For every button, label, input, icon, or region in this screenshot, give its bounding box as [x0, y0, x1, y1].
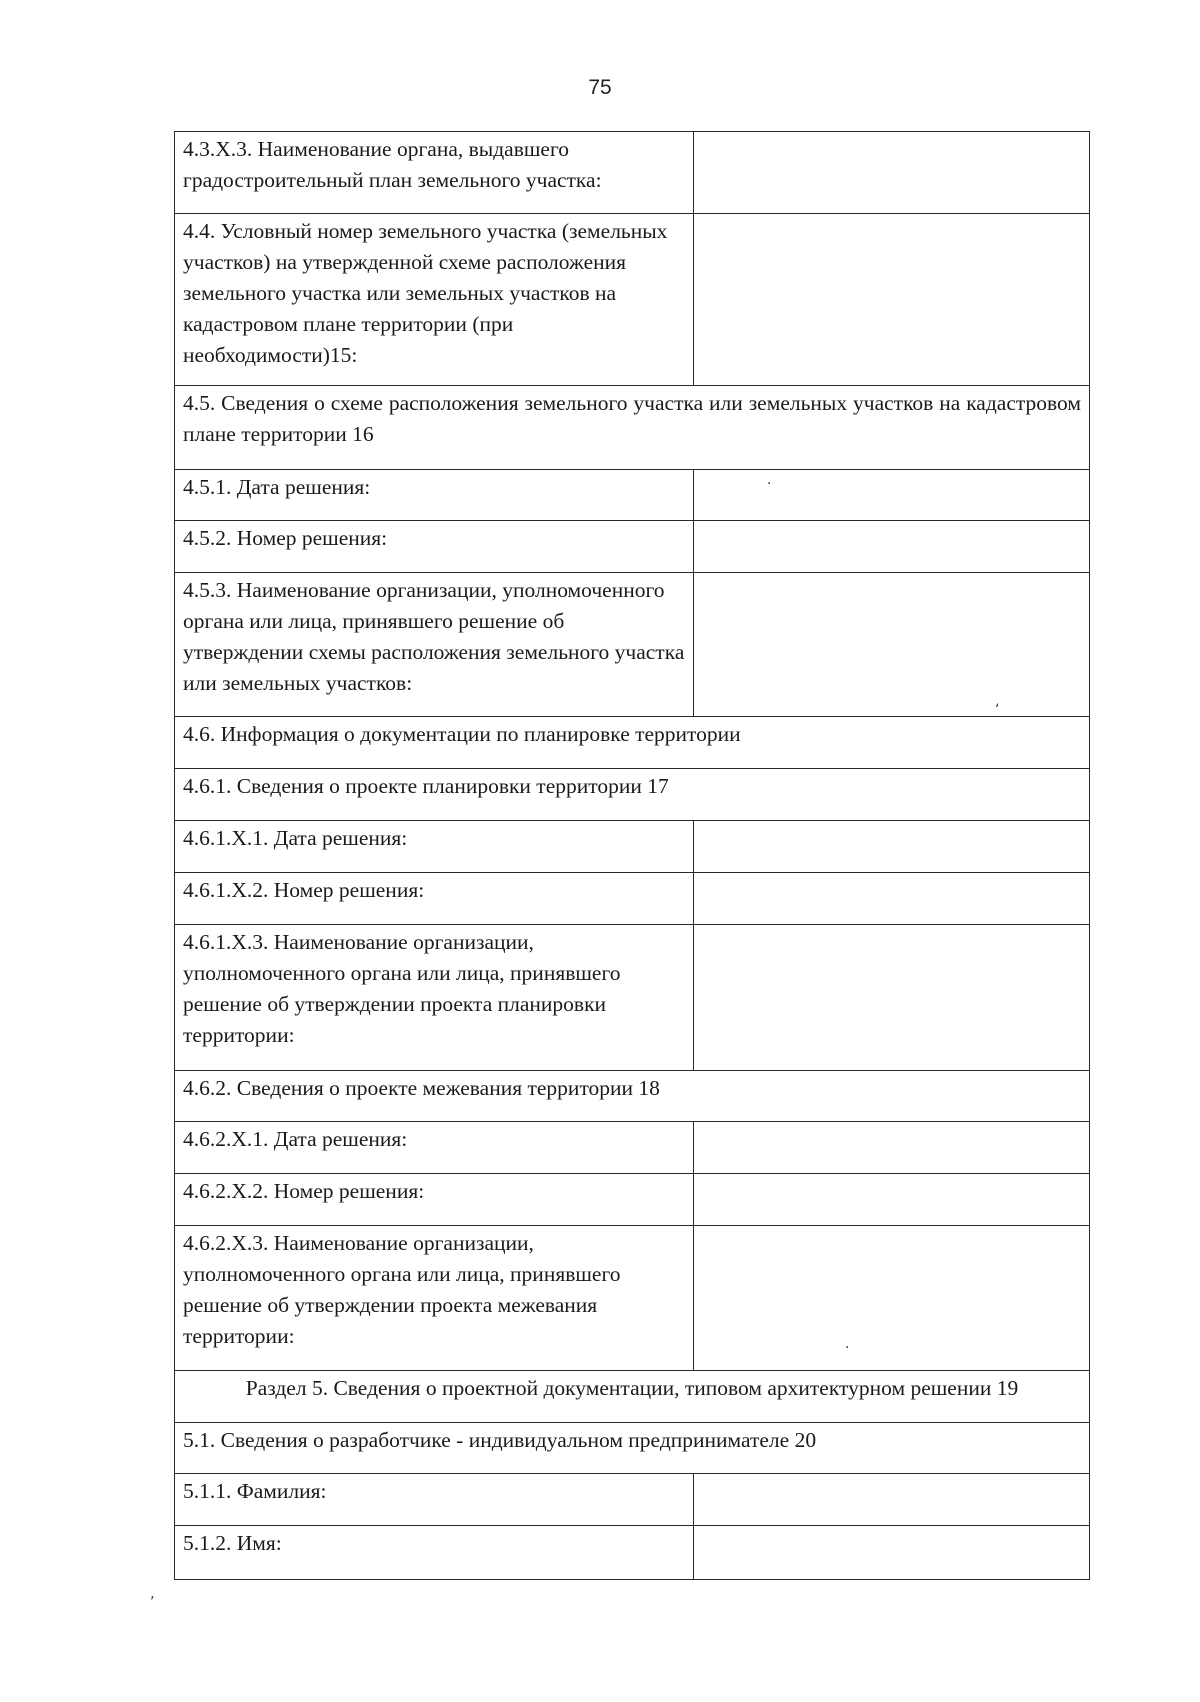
- table-row: [175, 521, 1090, 573]
- page-number: 75: [588, 76, 612, 99]
- table-row: [175, 769, 1090, 821]
- table-row: [175, 573, 1090, 717]
- field-value-4-6-2-x-3[interactable]: [694, 1226, 1090, 1371]
- field-value-4-6-2-x-2[interactable]: [694, 1174, 1090, 1226]
- scan-speck: ·: [767, 476, 772, 492]
- field-value-4-6-1-x-3[interactable]: [694, 925, 1090, 1071]
- field-value-4-5-2[interactable]: [694, 521, 1090, 573]
- field-label-4-5-3: 4.5.3. Наименование организации, уполномоченного органа или лица, принявшего решение об утверждении схемы расположения земельного участка или земельных участков:: [175, 573, 694, 717]
- table-row: [175, 1423, 1090, 1474]
- field-value-4-5-3[interactable]: [694, 573, 1090, 717]
- table-row: [175, 1371, 1090, 1423]
- field-label-4-6-1-x-2: 4.6.1.Х.2. Номер решения:: [175, 873, 694, 925]
- field-label-4-6-1-x-3: 4.6.1.Х.3. Наименование организации, уполномоченного органа или лица, принявшего решение об утверждении проекта планировки территории:: [175, 925, 694, 1071]
- table-row: [175, 132, 1090, 214]
- section-header-4-6-1: 4.6.1. Сведения о проекте планировки территории 17: [175, 769, 1090, 821]
- table-row: [175, 1526, 1090, 1580]
- field-label-5-1-1: 5.1.1. Фамилия:: [175, 1474, 694, 1526]
- table-row: [175, 873, 1090, 925]
- scan-speck: ‘: [995, 702, 1000, 718]
- field-label-4-5-2: 4.5.2. Номер решения:: [175, 521, 694, 573]
- field-value-4-3-x-3[interactable]: [694, 132, 1090, 214]
- field-value-4-4[interactable]: [694, 214, 1090, 386]
- table-row: [175, 1122, 1090, 1174]
- section-header-4-6: 4.6. Информация о документации по планировке территории: [175, 717, 1090, 769]
- field-value-4-6-1-x-2[interactable]: [694, 873, 1090, 925]
- field-label-4-6-1-x-1: 4.6.1.Х.1. Дата решения:: [175, 821, 694, 873]
- table-row: [175, 1071, 1090, 1122]
- field-label-4-6-2-x-1: 4.6.2.Х.1. Дата решения:: [175, 1122, 694, 1174]
- form-table: [174, 131, 1090, 1580]
- table-row: [175, 717, 1090, 769]
- field-label-4-3-x-3: 4.3.Х.3. Наименование органа, выдавшего градостроительный план земельного участка:: [175, 132, 694, 214]
- table-row: [175, 1174, 1090, 1226]
- field-label-5-1-2: 5.1.2. Имя:: [175, 1526, 694, 1580]
- section-header-5: Раздел 5. Сведения о проектной документации, типовом архитектурном решении 19: [175, 1371, 1090, 1423]
- section-header-5-1: 5.1. Сведения о разработчике - индивидуальном предпринимателе 20: [175, 1423, 1090, 1474]
- table-row: [175, 821, 1090, 873]
- scan-speck: ‚: [150, 1586, 155, 1602]
- field-value-5-1-2[interactable]: [694, 1526, 1090, 1580]
- table-row: [175, 1226, 1090, 1371]
- table-row: [175, 1474, 1090, 1526]
- section-header-4-6-2: 4.6.2. Сведения о проекте межевания территории 18: [175, 1071, 1090, 1122]
- field-label-4-6-2-x-2: 4.6.2.Х.2. Номер решения:: [175, 1174, 694, 1226]
- section-header-4-5: 4.5. Сведения о схеме расположения земельного участка или земельных участков на кадастровом плане территории 16: [175, 386, 1090, 470]
- table-row: [175, 214, 1090, 386]
- field-value-5-1-1[interactable]: [694, 1474, 1090, 1526]
- field-value-4-6-1-x-1[interactable]: [694, 821, 1090, 873]
- table-row: [175, 470, 1090, 521]
- field-label-4-6-2-x-3: 4.6.2.Х.3. Наименование организации, уполномоченного органа или лица, принявшего решение об утверждении проекта межевания территории:: [175, 1226, 694, 1371]
- scan-speck: ·: [845, 1340, 850, 1356]
- field-label-4-5-1: 4.5.1. Дата решения:: [175, 470, 694, 521]
- table-row: [175, 386, 1090, 470]
- field-value-4-6-2-x-1[interactable]: [694, 1122, 1090, 1174]
- table-row: [175, 925, 1090, 1071]
- field-value-4-5-1[interactable]: [694, 470, 1090, 521]
- field-label-4-4: 4.4. Условный номер земельного участка (земельных участков) на утвержденной схеме расположения земельного участка или земельных участков на кадастровом плане территории (при необходимости)15:: [175, 214, 694, 386]
